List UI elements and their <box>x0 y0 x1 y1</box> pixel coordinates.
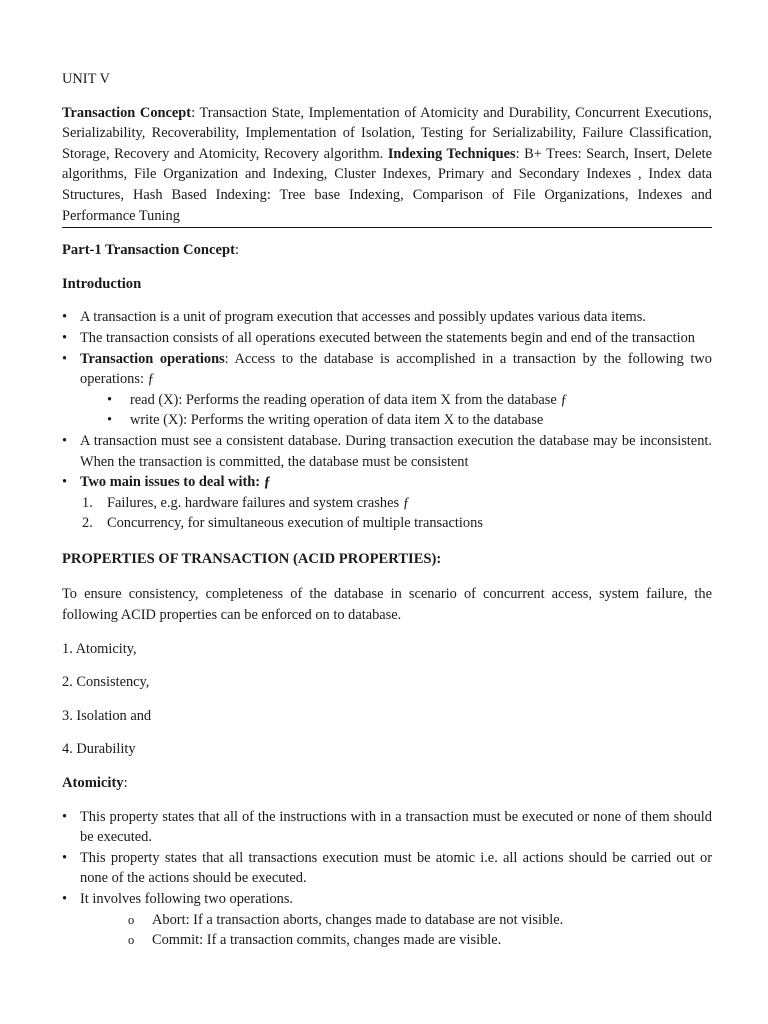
introduction-list <box>62 307 712 534</box>
acid-item: 2. Consistency, <box>62 674 150 691</box>
list-item: o Abort: If a transaction aborts, changes made to database are not visible. <box>62 910 712 931</box>
main-issues-label: Two main issues to deal with: ƒ <box>80 474 271 491</box>
acid-item: 3. Isolation and <box>62 707 152 724</box>
syllabus-text-transaction: : Transaction State, Implementation of Atomicity and Durability, Concurrent Executions, Serializability, Recoverability, Implementation of Isolation, Testing for Serializability, Failure Classification, Storage, Recovery and Atomicity, Recovery algorithm. <box>62 104 713 162</box>
acid-heading: PROPERTIES OF TRANSACTION (ACID PROPERTIES): <box>62 550 442 567</box>
page-content <box>62 69 712 951</box>
list-item: o Commit: If a transaction commits, changes made are visible. <box>62 930 712 951</box>
atomicity-list <box>62 807 712 951</box>
transaction-operations-label: Transaction operations <box>80 350 225 367</box>
list-item: • A transaction must see a consistent database. During transaction execution the database may be inconsistent. When the transaction is committed, the database must be consistent <box>62 431 712 472</box>
unit-title: UNIT V <box>62 71 110 87</box>
list-item: • write (X): Performs the writing operation of data item X to the database <box>62 410 712 431</box>
acid-item: 1. Atomicity, <box>62 640 137 657</box>
list-item: • read (X): Performs the reading operation of data item X from the database ƒ <box>62 390 712 411</box>
syllabus-label-transaction: Transaction Concept <box>62 104 192 121</box>
list-item: • The transaction consists of all operations executed between the statements begin and end of the transaction <box>62 328 712 349</box>
list-item: • This property states that all of the instructions with in a transaction must be executed or none of them should be executed. <box>62 807 712 848</box>
list-item: • A transaction is a unit of program execution that accesses and possibly updates various data items. <box>62 307 712 328</box>
list-item <box>62 472 712 534</box>
list-item: 2. Concurrency, for simultaneous execution of multiple transactions <box>82 515 483 532</box>
part1-heading: Part-1 Transaction Concept: <box>62 242 240 259</box>
list-item: 1. Failures, e.g. hardware failures and system crashes ƒ <box>82 494 410 511</box>
list-item: • This property states that all transactions execution must be atomic i.e. all actions should be carried out or none of the actions should be executed. <box>62 848 712 889</box>
operations-sublist <box>62 390 712 431</box>
acid-item: 4. Durability <box>62 741 136 758</box>
syllabus-label-indexing: Indexing Techniques <box>387 145 516 162</box>
introduction-heading: Introduction <box>62 275 142 292</box>
acid-intro: To ensure consistency, completeness of the database in scenario of concurrent access, system failure, the following ACID properties can be enforced on to database. <box>62 586 712 624</box>
list-item: • Transaction operations: Access to the database is accomplished in a transaction by the following two operations: ƒ • read (X): Performs the reading operation of data item X from the database ƒ • write (X): Performs the writing operation of data item X to the database <box>62 349 712 431</box>
atomicity-heading: Atomicity: <box>62 775 128 792</box>
list-item: • It involves following two operations. o Abort: If a transaction aborts, changes made to database are not visible. o Commit: If a transaction commits, changes made are visible. <box>62 889 712 951</box>
syllabus-paragraph <box>62 103 712 229</box>
atomicity-operations-sublist <box>62 910 712 951</box>
issues-list <box>62 493 712 534</box>
syllabus-text-indexing: : B+ Trees: Search, Insert, Delete algorithms, File Organization and Indexing, Cluster Indexes, Primary and Secondary Indexes , Index data Structures, Hash Based Indexing: Tree base Indexing, Comparison of File Organizations, Indexes and Performance Tuning <box>62 145 712 224</box>
